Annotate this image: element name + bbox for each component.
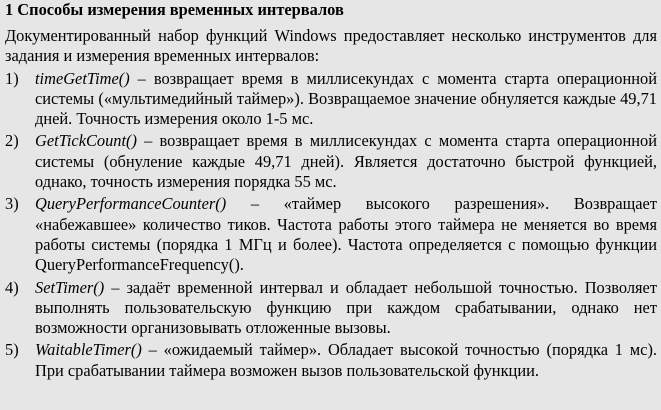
timer-methods-list <box>5 69 657 381</box>
function-name: WaitableTimer() <box>35 340 142 360</box>
item-description: – возвращает время в миллисекундах с момента старта операционной системы («мультимедийный таймер»). Возвращаемое значение обнуляется каждые 49,71 дней. Точность измерения около 1-5 мс. <box>35 68 657 129</box>
function-name: timeGetTime() <box>35 68 130 88</box>
item-number: 1) <box>5 68 19 88</box>
section-heading: 1 Способы измерения временных интервалов <box>5 0 344 19</box>
item-body <box>35 340 657 381</box>
list-item <box>5 69 657 130</box>
item-number: 2) <box>5 131 19 151</box>
list-item <box>5 194 657 275</box>
intro-paragraph: Документированный набор функций Windows предоставляет несколько инструментов для задания и измерения временных интервалов: <box>5 26 657 66</box>
item-body <box>35 194 657 275</box>
item-description: – задаёт временной интервал и обладает небольшой точностью. Позволяет выполнять пользовательскую функцию при каждом срабатывании, однако нет возможности организовывать отложенные вызовы. <box>35 277 657 338</box>
item-body <box>35 69 657 130</box>
function-name: SetTimer() <box>35 277 105 297</box>
function-name: QueryPerformanceCounter() <box>35 194 227 214</box>
item-body <box>35 278 657 339</box>
item-number: 4) <box>5 277 19 297</box>
list-item <box>5 278 657 339</box>
item-number: 5) <box>5 340 19 360</box>
item-description: – «таймер высокого разрешения». Возвращает «набежавшее» количество тиков. Частота работы этого таймера не меняется во время работы системы (порядка 1 МГц и более). Частота определяется с помощью функции QueryPerformanceFrequency(). <box>35 194 657 275</box>
item-body <box>35 131 657 192</box>
list-item <box>5 131 657 192</box>
item-description: – возвращает время в миллисекундах с момента старта операционной системы (обнуление каждые 49,71 дней). Является достаточно быстрой функцией, однако, точность измерения порядка 55 мс. <box>35 131 657 192</box>
item-number: 3) <box>5 194 19 214</box>
list-item <box>5 340 657 381</box>
function-name: GetTickCount() <box>35 131 137 151</box>
item-description: – «ожидаемый таймер». Обладает высокой точностью (порядка 1 мс). При срабатывании таймера возможен вызов пользовательской функции. <box>35 340 657 380</box>
